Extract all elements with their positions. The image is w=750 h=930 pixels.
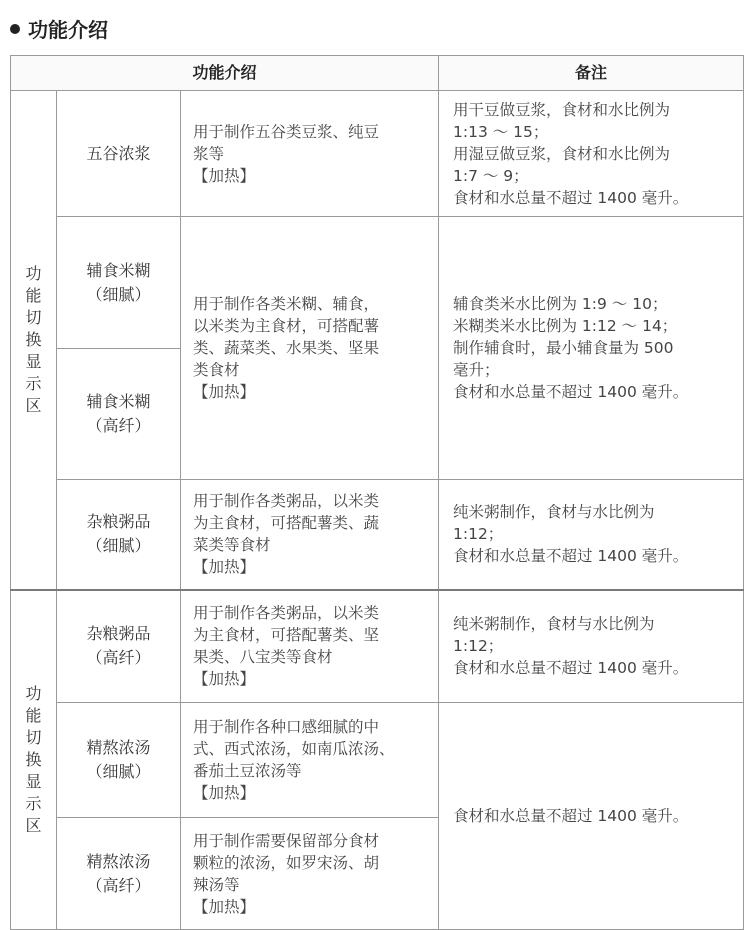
function-name: 精熬浓汤 （细腻） (57, 703, 181, 818)
function-note: 食材和水总量不超过 1400 毫升。 (439, 703, 744, 930)
header-note: 备注 (439, 56, 744, 91)
function-name: 杂粮粥品 （高纤） (57, 590, 181, 703)
function-note: 用干豆做豆浆，食材和水比例为 1:13 ～ 15； 用湿豆做豆浆，食材和水比例为 1:7 ～ 9； 食材和水总量不超过 1400 毫升。 (439, 91, 744, 217)
function-name: 辅食米糊 （细腻） (57, 217, 181, 349)
bullet-icon (10, 24, 20, 34)
function-description: 用于制作需要保留部分食材 颗粒的浓汤，如罗宋汤、胡 辣汤等 【加热】 (181, 818, 439, 930)
function-note: 辅食类米水比例为 1:9 ～ 10； 米糊类米水比例为 1:12 ～ 14； 制作辅食时，最小辅食量为 500 毫升； 食材和水总量不超过 1400 毫升。 (439, 217, 744, 480)
function-name: 杂粮粥品 （细腻） (57, 480, 181, 590)
function-table (10, 55, 744, 930)
function-description: 用于制作各类粥品，以米类 为主食材，可搭配薯类、蔬 菜类等食材 【加热】 (181, 480, 439, 590)
function-name: 精熬浓汤 （高纤） (57, 818, 181, 930)
function-description: 用于制作各类米糊、辅食， 以米类为主食材，可搭配薯 类、蔬菜类、水果类、坚果 类食材 【加热】 (181, 217, 439, 480)
zone-label-2: 功 能 切 换 显 示 区 (11, 590, 57, 930)
section-title: 功能介绍 (28, 18, 108, 42)
function-description: 用于制作各种口感细腻的中 式、西式浓汤，如南瓜浓汤、 番茄土豆浓汤等 【加热】 (181, 703, 439, 818)
header-function: 功能介绍 (11, 56, 439, 91)
function-name: 辅食米糊 （高纤） (57, 349, 181, 480)
function-note: 纯米粥制作，食材与水比例为 1:12； 食材和水总量不超过 1400 毫升。 (439, 590, 744, 703)
function-name: 五谷浓浆 (57, 91, 181, 217)
function-note: 纯米粥制作，食材与水比例为 1:12； 食材和水总量不超过 1400 毫升。 (439, 480, 744, 590)
function-description: 用于制作五谷类豆浆、纯豆 浆等 【加热】 (181, 91, 439, 217)
zone-label-1: 功 能 切 换 显 示 区 (11, 91, 57, 590)
section-heading (10, 14, 108, 43)
function-description: 用于制作各类粥品，以米类 为主食材，可搭配薯类、坚 果类、八宝类等食材 【加热】 (181, 590, 439, 703)
